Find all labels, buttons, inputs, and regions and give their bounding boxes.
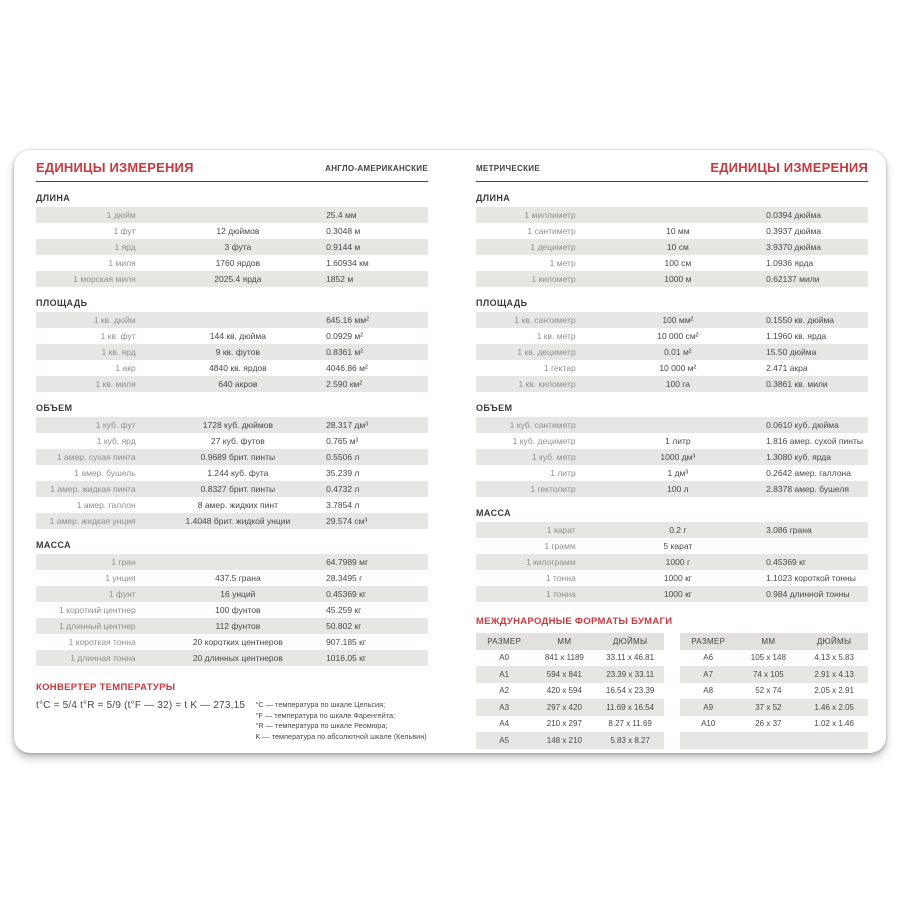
section-label: ОБЪЕМ: [36, 403, 73, 413]
paper-size-cell: A0: [499, 653, 510, 663]
unit-cell: 1 куб. метр: [531, 452, 576, 462]
table-row: [36, 223, 428, 239]
paper-formats: [476, 616, 868, 749]
table-row: [476, 522, 868, 538]
value-cell: 45.259 кг: [326, 605, 362, 615]
value-cell: 4046.86 м²: [326, 363, 368, 373]
value-cell: 2.590 км²: [326, 379, 363, 389]
value-cell: 1016.05 кг: [326, 653, 366, 663]
table-row: [36, 344, 428, 360]
unit-cell: 1 унция: [105, 573, 136, 583]
paper-header-cell: ММ: [761, 636, 776, 646]
paper-row: [476, 666, 664, 683]
paper-size-cell: A6: [703, 653, 714, 663]
table-row: [36, 465, 428, 481]
paper-size-cell: A9: [703, 702, 714, 712]
paper-table-a: [476, 633, 664, 749]
table-row: [36, 554, 428, 570]
unit-cell: 1 куб. сантиметр: [509, 420, 576, 430]
equivalent-cell: 20 длинных центнеров: [192, 653, 283, 663]
unit-cell: 1 карат: [546, 525, 576, 535]
paper-size-cell: A8: [703, 686, 714, 696]
unit-section: [476, 193, 868, 287]
value-cell: 29.574 см³: [326, 516, 368, 526]
equivalent-cell: 9 кв. футов: [215, 347, 260, 357]
page-right: [476, 150, 868, 753]
value-cell: 1.60934 км: [326, 258, 369, 268]
value-cell: 0.3861 кв. мили: [766, 379, 828, 389]
unit-cell: 1 короткая тонна: [68, 637, 136, 647]
table-row: [476, 538, 868, 554]
paper-size-cell: A1: [499, 669, 510, 679]
temperature-notes: [256, 700, 427, 742]
table-row: [476, 449, 868, 465]
value-cell: 25.4 мм: [326, 210, 357, 220]
paper-inch-cell: 2.05 x 2.91: [814, 686, 854, 696]
unit-cell: 1 дюйм: [106, 210, 136, 220]
unit-cell: 1 кв. километр: [518, 379, 576, 389]
value-cell: 907.185 кг: [326, 637, 366, 647]
equivalent-cell: 100 га: [665, 379, 690, 389]
table-row: [36, 570, 428, 586]
unit-cell: 1 гран: [111, 557, 136, 567]
section-label: ОБЪЕМ: [476, 403, 513, 413]
paper-row: [476, 716, 664, 733]
value-cell: 0.2642 амер. галлона: [766, 468, 851, 478]
section-label: МАССА: [476, 508, 512, 518]
paper-row: [680, 650, 868, 667]
paper-row: [476, 650, 664, 667]
temperature-converter: [36, 682, 428, 742]
table-row: [36, 271, 428, 287]
unit-cell: 1 амер. жидкая пинта: [50, 484, 136, 494]
equivalent-cell: 100 фунтов: [215, 605, 261, 615]
paper-size-cell: A2: [499, 686, 510, 696]
page-left: [36, 150, 428, 753]
table-row: [36, 417, 428, 433]
unit-cell: 1 кв. ярд: [101, 347, 136, 357]
paper-mm-cell: 594 x 841: [546, 669, 582, 679]
paper-table-b: [680, 633, 868, 749]
unit-cell: 1 кв. сантиметр: [514, 315, 576, 325]
unit-cell: 1 метр: [549, 258, 576, 268]
paper-formats-heading: МЕЖДУНАРОДНЫЕ ФОРМАТЫ БУМАГИ: [476, 616, 673, 627]
unit-cell: 1 амер. жидкая унция: [49, 516, 136, 526]
equivalent-cell: 100 см: [664, 258, 692, 268]
table-row: [476, 344, 868, 360]
equivalent-cell: 112 фунтов: [215, 621, 261, 631]
table-row: [36, 586, 428, 602]
table-row: [476, 271, 868, 287]
temperature-note-line: K — температура по абсолютной шкале (Кельвин): [255, 731, 427, 741]
equivalent-cell: 1000 кг: [663, 589, 692, 599]
paper-size-cell: A7: [703, 669, 714, 679]
paper-inch-cell: 8.27 x 11.69: [608, 719, 652, 729]
right-sections: [476, 193, 868, 602]
paper-inch-cell: 1.46 x 2.05: [814, 702, 854, 712]
unit-cell: 1 миля: [108, 258, 136, 268]
paper-mm-cell: 841 x 1189: [544, 653, 584, 663]
table-row: [476, 360, 868, 376]
paper-inch-cell: 5.83 x 8.27: [610, 735, 650, 745]
unit-cell: 1 амер. бушель: [74, 468, 136, 478]
value-cell: 3.086 грана: [766, 525, 812, 535]
unit-cell: 1 куб. ярд: [96, 436, 136, 446]
paper-mm-cell: 105 x 148: [750, 653, 786, 663]
unit-cell: 1 фунт: [108, 589, 136, 599]
equivalent-cell: 10 см: [666, 242, 689, 252]
temperature-body: [36, 700, 428, 742]
value-cell: 28.3495 г: [326, 573, 363, 583]
paper-header-row: [680, 633, 868, 650]
equivalent-cell: 1000 кг: [663, 573, 692, 583]
paper-mm-cell: 52 x 74: [755, 686, 782, 696]
equivalent-cell: 1 литр: [665, 436, 691, 446]
unit-cell: 1 дециметр: [530, 242, 576, 252]
value-cell: 1.816 амер. сухой пинты: [766, 436, 863, 446]
temperature-note-line: °C — температура по шкале Цельсия;: [255, 700, 386, 709]
table-row: [36, 360, 428, 376]
equivalent-cell: 20 коротких центнеров: [192, 637, 283, 647]
value-cell: 645.16 мм²: [326, 315, 369, 325]
paper-inch-cell: 4.13 x 5.83: [814, 653, 854, 663]
paper-mm-cell: 74 x 105: [752, 669, 784, 679]
value-cell: 3.9370 дюйма: [766, 242, 822, 252]
right-page-header: [476, 150, 868, 182]
value-cell: 0.9144 м: [326, 242, 361, 252]
table-row: [476, 570, 868, 586]
temperature-heading: КОНВЕРТЕР ТЕМПЕРАТУРЫ: [36, 682, 176, 693]
temperature-formula: t°C = 5/4 t°R = 5/9 (t°F — 32) = t K — 273,15: [36, 700, 246, 711]
equivalent-cell: 10 000 см²: [657, 331, 699, 341]
right-page-subtitle: МЕТРИЧЕСКИЕ: [476, 164, 540, 173]
value-cell: 0.1550 кв. дюйма: [766, 315, 835, 325]
table-row: [476, 465, 868, 481]
value-cell: 1.1023 короткой тонны: [766, 573, 856, 583]
value-cell: 1852 м: [326, 274, 354, 284]
unit-section: [476, 403, 868, 497]
value-cell: 0.765 м³: [326, 436, 359, 446]
table-row: [476, 376, 868, 392]
paper-header-cell: ДЮЙМЫ: [816, 636, 852, 646]
paper-formats-tables: [476, 633, 868, 749]
value-cell: 0.4732 л: [326, 484, 360, 494]
unit-cell: 1 кв. дюйм: [93, 315, 136, 325]
value-cell: 0.62137 мили: [766, 274, 820, 284]
paper-size-cell: A3: [499, 702, 510, 712]
value-cell: 1.1960 кв. ярда: [766, 331, 827, 341]
table-row: [36, 497, 428, 513]
unit-cell: 1 кв. фут: [100, 331, 136, 341]
value-cell: 15.50 дюйма: [766, 347, 817, 357]
table-row: [36, 239, 428, 255]
unit-cell: 1 короткий центнер: [59, 605, 136, 615]
paper-inch-cell: 33.11 x 46.81: [606, 653, 655, 663]
value-cell: 50.802 кг: [326, 621, 362, 631]
paper-row: [476, 732, 664, 749]
unit-section: [476, 298, 868, 392]
unit-cell: 1 килограмм: [526, 557, 576, 567]
value-cell: 0.45369 кг: [766, 557, 806, 567]
unit-section: [476, 508, 868, 602]
table-row: [476, 239, 868, 255]
equivalent-cell: 1.4048 брит. жидкой унции: [185, 516, 291, 526]
table-row: [36, 513, 428, 529]
unit-cell: 1 морская миля: [73, 274, 136, 284]
table-row: [476, 255, 868, 271]
table-row: [476, 417, 868, 433]
paper-row: [680, 683, 868, 700]
section-label: ДЛИНА: [476, 193, 511, 203]
table-row: [476, 207, 868, 223]
left-page-header: [36, 150, 428, 182]
value-cell: 0.45369 кг: [326, 589, 366, 599]
equivalent-cell: 640 акров: [218, 379, 258, 389]
paper-inch-cell: 1.02 x 1.46: [814, 719, 854, 729]
equivalent-cell: 12 дюймов: [216, 226, 260, 236]
value-cell: 64.7989 мг: [326, 557, 369, 567]
equivalent-cell: 2025.4 ярда: [214, 274, 262, 284]
table-row: [476, 223, 868, 239]
paper-row: [680, 732, 868, 749]
value-cell: 0.984 длинной тонны: [766, 589, 850, 599]
value-cell: 0.3937 дюйма: [766, 226, 822, 236]
paper-mm-cell: 210 x 297: [546, 719, 582, 729]
equivalent-cell: 0.9689 брит. пинты: [200, 452, 276, 462]
paper-inch-cell: 16.54 x 23.39: [605, 686, 655, 696]
table-row: [36, 602, 428, 618]
unit-section: [36, 540, 428, 666]
table-row: [476, 328, 868, 344]
equivalent-cell: 3 фута: [224, 242, 252, 252]
unit-cell: 1 амер. галлон: [76, 500, 136, 510]
paper-mm-cell: 420 x 594: [546, 686, 582, 696]
left-page-subtitle: АНГЛО-АМЕРИКАНСКИЕ: [325, 164, 428, 173]
value-cell: 2.8378 амер. бушеля: [766, 484, 849, 494]
equivalent-cell: 8 амер. жидких пинт: [197, 500, 278, 510]
unit-section: [36, 193, 428, 287]
table-row: [36, 433, 428, 449]
value-cell: 35.239 л: [326, 468, 360, 478]
paper-row: [680, 699, 868, 716]
equivalent-cell: 0.2 г: [669, 525, 687, 535]
paper-size-cell: A5: [499, 735, 510, 745]
paper-size-cell: A10: [701, 719, 716, 729]
paper-inch-cell: 2.91 x 4.13: [814, 669, 854, 679]
equivalent-cell: 100 мм²: [662, 315, 694, 325]
equivalent-cell: 10 мм: [666, 226, 690, 236]
paper-header-cell: ДЮЙМЫ: [612, 636, 648, 646]
paper-mm-cell: 37 x 52: [755, 702, 782, 712]
equivalent-cell: 1 дм³: [667, 468, 689, 478]
unit-cell: 1 километр: [531, 274, 576, 284]
paper-row: [680, 716, 868, 733]
value-cell: 3.7854 л: [326, 500, 360, 510]
unit-cell: 1 кв. метр: [536, 331, 576, 341]
unit-cell: 1 куб. фут: [95, 420, 136, 430]
unit-cell: 1 миллиметр: [524, 210, 576, 220]
value-cell: 0.0610 куб. дюйма: [766, 420, 839, 430]
equivalent-cell: 1760 ярдов: [215, 258, 261, 268]
equivalent-cell: 1.244 куб. фута: [207, 468, 269, 478]
paper-header-cell: РАЗМЕР: [691, 636, 726, 646]
equivalent-cell: 16 унций: [220, 589, 256, 599]
table-row: [36, 650, 428, 666]
unit-cell: 1 акр: [115, 363, 136, 373]
unit-cell: 1 длинная тонна: [70, 653, 136, 663]
table-row: [36, 449, 428, 465]
unit-cell: 1 гектолитр: [530, 484, 576, 494]
unit-cell: 1 гектар: [543, 363, 576, 373]
paper-inch-cell: 11.69 x 16.54: [606, 702, 655, 712]
unit-cell: 1 тонна: [545, 589, 576, 599]
value-cell: 2.471 акра: [766, 363, 808, 373]
section-label: МАССА: [36, 540, 72, 550]
unit-section: [36, 298, 428, 392]
table-row: [36, 207, 428, 223]
left-sections: [36, 193, 428, 666]
value-cell: 0.3048 м: [326, 226, 361, 236]
unit-cell: 1 амер. сухая пинта: [56, 452, 136, 462]
value-cell: 0.0929 м²: [326, 331, 364, 341]
equivalent-cell: 100 л: [667, 484, 689, 494]
value-cell: 0.0394 дюйма: [766, 210, 822, 220]
unit-section: [36, 403, 428, 529]
paper-size-cell: A4: [499, 719, 510, 729]
unit-cell: 1 литр: [550, 468, 576, 478]
equivalent-cell: 1728 куб. дюймов: [202, 420, 273, 430]
section-label: ПЛОЩАДЬ: [476, 298, 528, 308]
paper-mm-cell: 297 x 420: [546, 702, 582, 712]
value-cell: 1.3080 куб. ярда: [766, 452, 831, 462]
equivalent-cell: 1000 дм³: [660, 452, 696, 462]
unit-cell: 1 куб. дециметр: [512, 436, 576, 446]
table-row: [36, 481, 428, 497]
table-row: [36, 634, 428, 650]
table-row: [476, 433, 868, 449]
unit-cell: 1 кв. миля: [95, 379, 136, 389]
table-row: [476, 481, 868, 497]
equivalent-cell: 144 кв. дюйма: [209, 331, 266, 341]
value-cell: 1.0936 ярда: [766, 258, 814, 268]
paper-header-cell: ММ: [557, 636, 572, 646]
value-cell: 0.8361 м²: [326, 347, 364, 357]
paper-header-row: [476, 633, 664, 650]
equivalent-cell: 437.5 грана: [215, 573, 261, 583]
paper-mm-cell: 26 x 37: [755, 719, 782, 729]
table-row: [36, 376, 428, 392]
table-row: [36, 618, 428, 634]
unit-cell: 1 тонна: [545, 573, 576, 583]
unit-cell: 1 сантиметр: [527, 226, 576, 236]
temperature-note-line: °R — температура по шкале Реомюра;: [255, 721, 388, 730]
table-row: [36, 255, 428, 271]
paper-row: [476, 699, 664, 716]
equivalent-cell: 27 куб. футов: [210, 436, 265, 446]
unit-cell: 1 грамм: [544, 541, 576, 551]
paper-mm-cell: 148 x 210: [546, 735, 582, 745]
value-cell: 28.317 дм³: [326, 420, 369, 430]
value-cell: 0.5506 л: [326, 452, 360, 462]
section-label: ДЛИНА: [36, 193, 71, 203]
paper-row: [476, 683, 664, 700]
paper-row: [680, 666, 868, 683]
equivalent-cell: 10 000 м²: [659, 363, 697, 373]
equivalent-cell: 5 карат: [663, 541, 693, 551]
planner-spread: [14, 150, 886, 753]
equivalent-cell: 0.8327 брит. пинты: [200, 484, 276, 494]
table-row: [476, 312, 868, 328]
equivalent-cell: 1000 г: [665, 557, 691, 567]
unit-cell: 1 длинный центнер: [59, 621, 136, 631]
table-row: [476, 554, 868, 570]
unit-cell: 1 кв. дециметр: [517, 347, 576, 357]
table-row: [476, 586, 868, 602]
equivalent-cell: 4840 кв. ярдов: [209, 363, 267, 373]
paper-header-cell: РАЗМЕР: [487, 636, 522, 646]
section-label: ПЛОЩАДЬ: [36, 298, 88, 308]
unit-cell: 1 ярд: [114, 242, 136, 252]
table-row: [36, 312, 428, 328]
table-row: [36, 328, 428, 344]
right-page-title: ЕДИНИЦЫ ИЗМЕРЕНИЯ: [710, 160, 868, 175]
equivalent-cell: 0.01 м²: [664, 347, 692, 357]
equivalent-cell: 1000 м: [664, 274, 692, 284]
paper-inch-cell: 23.39 x 33.11: [606, 669, 655, 679]
unit-cell: 1 фут: [113, 226, 136, 236]
left-page-title: ЕДИНИЦЫ ИЗМЕРЕНИЯ: [36, 160, 194, 175]
temperature-note-line: °F — температура по шкале Фаренгейта;: [255, 710, 396, 720]
